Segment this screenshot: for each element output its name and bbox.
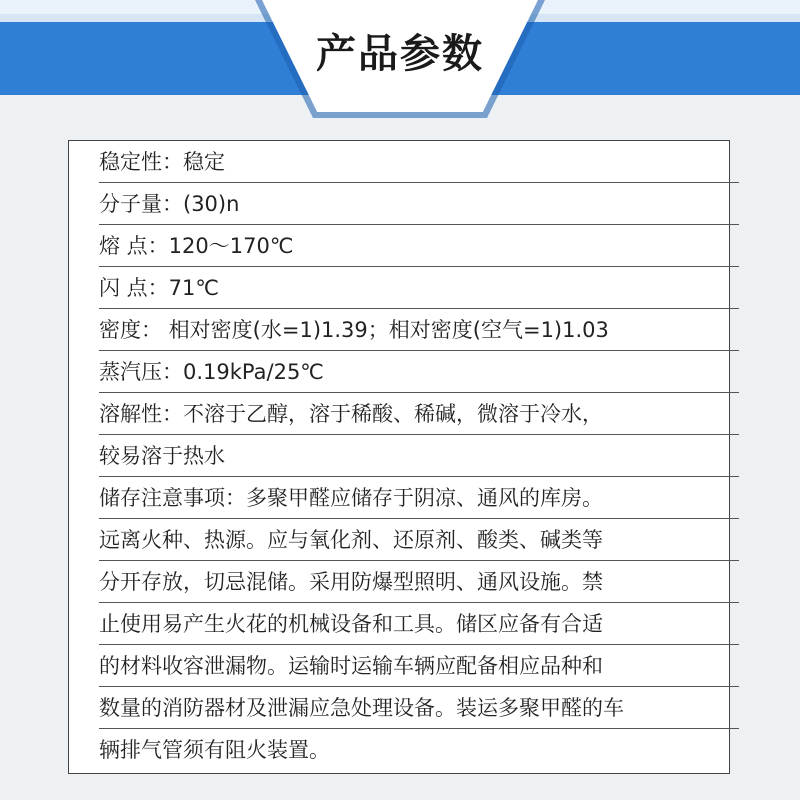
param-row-storage: 储存注意事项：多聚甲醛应储存于阴凉、通风的库房。 [99,477,739,519]
param-row-stability: 稳定性：稳定 [99,141,739,183]
param-row-storage-cont-2: 分开存放，切忌混储。采用防爆型照明、通风设施。禁 [99,561,739,603]
param-row-storage-cont-3: 止使用易产生火花的机械设备和工具。储区应备有合适 [99,603,739,645]
param-row-vapor-pressure: 蒸汽压：0.19kPa/25℃ [99,351,739,393]
param-row-density: 密度： 相对密度(水=1)1.39；相对密度(空气=1)1.03 [99,309,739,351]
param-row-solubility: 溶解性：不溶于乙醇，溶于稀酸、稀碱，微溶于冷水， [99,393,739,435]
param-row-solubility-cont: 较易溶于热水 [99,435,739,477]
param-row-storage-cont-6: 辆排气管须有阻火装置。 [99,738,330,762]
parameter-table [68,140,730,774]
page-title: 产品参数 [316,31,484,77]
param-row-flash-point: 闪 点：71℃ [99,267,739,309]
param-row-storage-cont-1: 远离火种、热源。应与氧化剂、还原剂、酸类、碱类等 [99,519,739,561]
param-row-storage-cont-5: 数量的消防器材及泄漏应急处理设备。装运多聚甲醛的车 [99,687,739,729]
param-row-melting-point: 熔 点：120～170℃ [99,225,739,267]
param-row-storage-cont-4: 的材料收容泄漏物。运输时运输车辆应配备相应品种和 [99,645,739,687]
param-row-molecular-weight: 分子量：(30)n [99,183,739,225]
